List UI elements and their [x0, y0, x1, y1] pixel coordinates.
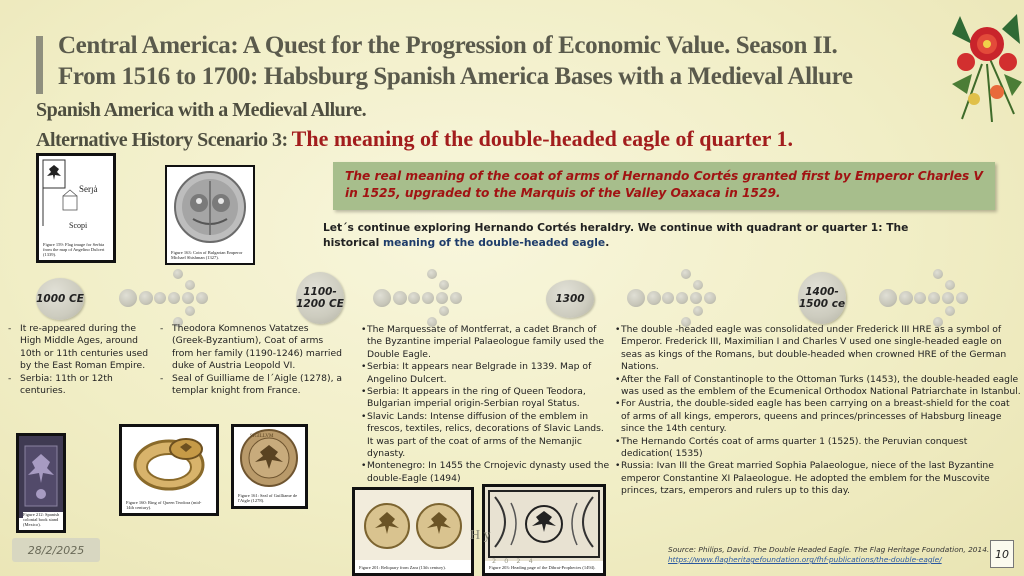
timeline-node-1100: 1100-1200 CE	[296, 272, 344, 324]
watermark-year: 2 0 2 4	[492, 557, 536, 565]
timeline-connector-dot	[662, 292, 674, 304]
intro-link[interactable]: meaning of the double-headed eagle	[382, 236, 606, 249]
coin-image	[165, 165, 255, 265]
column-1000-item: - Serbia: 11th or 12th centuries.	[8, 373, 158, 398]
book-stand-caption: Figure 212: Spanish colonial book stand (Mexico).	[23, 512, 66, 527]
column-1400-item: • The double -headed eagle was consolidated under Frederick III HRE as a symbol of Emperor. Frederick III, Maximilian I and Charles V used one single-headed eagle on seas as kings of the Romans, but double-headed when crowned HRE of the German Nations.	[616, 324, 1021, 374]
timeline-connector-dot	[704, 292, 716, 304]
flag-label-scopi: Scopi	[69, 221, 88, 230]
timeline-connector-dot	[690, 292, 702, 304]
timeline-node-1000: 1000 CE	[36, 278, 84, 320]
flag-map-image	[36, 153, 116, 263]
subtitle-2-prefix: Alternative History Scenario 3:	[36, 129, 288, 151]
timeline-connector-dot	[408, 292, 420, 304]
coin-caption: Figure 163: Coin of Bulgarian Emperor Michael Shishman (1327).	[171, 250, 243, 260]
timeline-connector-dot	[182, 292, 194, 304]
intro-text	[323, 220, 963, 250]
timeline-connector-dot	[899, 291, 913, 305]
timeline-connector-dot	[647, 291, 661, 305]
timeline-connector-dot	[676, 292, 688, 304]
timeline-node-1400: 1400-1500 ce	[798, 272, 846, 324]
timeline-connector-dot	[436, 292, 448, 304]
timeline-connector-dot	[956, 292, 968, 304]
reliquary-drawing-icon	[355, 490, 471, 560]
column-1400-item: • After the Fall of Constantinople to the Ottoman Turks (1453), the double-headed eagle was used as the emblem of the Ecumenical Orthodox National Patriarchate in Istanbul.	[616, 374, 1021, 399]
timeline-connector-dot	[119, 289, 137, 307]
column-1300-item: • Slavic Lands: Intense diffusion of the emblem in frescos, textiles, relics, decorations of Slavic Lands. It was part of the coat of arms of the Nemanjic dynasty.	[362, 411, 610, 461]
timeline-connector-dot	[185, 280, 195, 290]
date-badge: 28/2/2025	[12, 538, 100, 562]
flower-decoration-icon	[942, 4, 1024, 122]
timeline-connector-dot	[681, 269, 691, 279]
ring-caption: Figure 160: Ring of Queen Teodora (mid-14th century).	[126, 500, 202, 510]
callout-box	[333, 162, 995, 210]
timeline-connector-dot	[693, 280, 703, 290]
timeline-node-1300: 1300	[546, 280, 594, 318]
subtitle-2-highlight: The meaning of the double-headed eagle of quarter 1.	[291, 126, 793, 151]
seal-legend: SIGILLVM	[250, 434, 274, 439]
timeline-connector-dot	[439, 280, 449, 290]
column-1100-item: - Seal of Guilliame de l´Aigle (1278), a templar knight from France.	[160, 373, 345, 398]
page-title	[58, 30, 938, 92]
flag-caption: Figure 159: Flag image for Serbia from the map of Angelino Dulcert (1339).	[43, 242, 105, 257]
timeline-connector-dot	[627, 289, 645, 307]
title-accent-bar	[36, 36, 43, 94]
source-link[interactable]: https://www.flagheritagefoundation.org/fhf-publications/the-double-eagle/	[668, 555, 942, 564]
column-1400	[616, 324, 1021, 498]
reliquary-caption: Figure 201: Reliquary from Zara (13th century).	[359, 565, 446, 570]
column-1300-item: • The Marquessate of Montferrat, a cadet Branch of the Byzantine imperial Palaeologue family used the Double Eagle.	[362, 324, 610, 361]
timeline-connector-dot	[168, 292, 180, 304]
book-stand-image	[16, 433, 66, 533]
source-text: Source: Philips, David. The Double Headed Eagle. The Flag Heritage Foundation, 2014.	[668, 545, 990, 554]
column-1100	[160, 323, 345, 397]
reliquary-image	[352, 487, 474, 576]
subtitle-2	[36, 126, 793, 152]
timeline-connector-dot	[393, 291, 407, 305]
timeline-connector-dot	[427, 269, 437, 279]
timeline-connector-dot	[693, 306, 703, 316]
column-1300-item: • Montenegro: In 1455 the Crnojevic dynasty used the double-Eagle (1494)	[362, 460, 610, 485]
column-1100-item: - Theodora Komnenos Vatatzes (Greek-Byzantium), Coat of arms from her family (1190-1246) married duke of Austria Leopold VI.	[160, 323, 345, 373]
timeline-connector-dot	[450, 292, 462, 304]
column-1300-item: • Serbia: It appears in the ring of Queen Teodora, Bulgarian imperial origin-Serbian royal Status.	[362, 386, 610, 411]
flag-label-serbia: Serȷȧ	[79, 184, 98, 194]
subtitle-1: Spanish America with a Medieval Allure.	[36, 99, 367, 121]
timeline-connector-dot	[439, 306, 449, 316]
seal-image	[231, 424, 308, 509]
source-citation	[668, 545, 989, 565]
ring-image	[119, 424, 219, 516]
ring-drawing-icon	[122, 427, 216, 497]
timeline-connector-dot	[914, 292, 926, 304]
timeline-connector-dot	[173, 269, 183, 279]
title-line-1: Central America: A Quest for the Progression of Economic Value. Season II.	[58, 32, 838, 59]
page-number: 10	[990, 540, 1014, 568]
watermark-text: H y	[470, 528, 491, 543]
timeline-connector-dot	[933, 269, 943, 279]
timeline-connector-dot	[945, 306, 955, 316]
heading-page-caption: Figure 203: Heading page of the Dibrat-Prophecies (1494).	[489, 565, 596, 570]
flag-drawing-icon	[39, 156, 113, 236]
column-1000-item: - It re-appeared during the High Middle Ages, around 10th or 11th centuries used by the East Roman Empire.	[8, 323, 158, 373]
timeline-connector-dot	[928, 292, 940, 304]
column-1000	[8, 323, 158, 397]
title-line-2: From 1516 to 1700: Habsburg Spanish America Bases with a Medieval Allure	[58, 63, 853, 90]
coin-drawing-icon	[167, 169, 253, 245]
seal-drawing-icon	[234, 427, 305, 489]
timeline-connector-dot	[185, 306, 195, 316]
timeline-connector-dot	[154, 292, 166, 304]
timeline-connector-dot	[373, 289, 391, 307]
timeline-connector-dot	[139, 291, 153, 305]
timeline-connector-dot	[942, 292, 954, 304]
timeline-connector-dot	[422, 292, 434, 304]
callout-text: The real meaning of the coat of arms of Hernando Cortés granted first by Emperor Charles V in 1525, upgraded to the Marquis of the Valley Oaxaca in 1529.	[345, 169, 983, 200]
intro-main: Let´s continue exploring Hernando Cortés heraldry. We continue with quadrant or quarter 1: The historical	[323, 221, 909, 249]
column-1400-item: • Russia: Ivan III the Great married Sophia Palaeologue, niece of the last Byzantine emperor Constantine XI Palaeologue. He adopted the emblem for the Muscovite princes, tzars, emperors and rulers up to this day.	[616, 460, 1021, 497]
column-1400-item: • The Hernando Cortés coat of arms quarter 1 (1525). the Peruvian conquest dedication( 1535)	[616, 436, 1021, 461]
column-1400-item: • For Austria, the double-sided eagle has been carrying on a breast-shield for the coat of arms of all kings, emperors, queens and princes/princesses of Habsburg lineage since the 14th century.	[616, 398, 1021, 435]
book-stand-drawing-icon	[19, 436, 63, 518]
intro-end: .	[605, 236, 610, 249]
timeline-connector-dot	[945, 280, 955, 290]
seal-caption: Figure 161: Seal of Guilliame de l'Aigle (1278).	[238, 493, 298, 503]
timeline-connector-dot	[879, 289, 897, 307]
timeline-connector-dot	[196, 292, 208, 304]
heading-page-drawing-icon	[485, 487, 603, 561]
column-1300-item: • Serbia: It appears near Belgrade in 1339. Map of Angelino Dulcert.	[362, 361, 610, 386]
column-1300	[362, 324, 610, 485]
